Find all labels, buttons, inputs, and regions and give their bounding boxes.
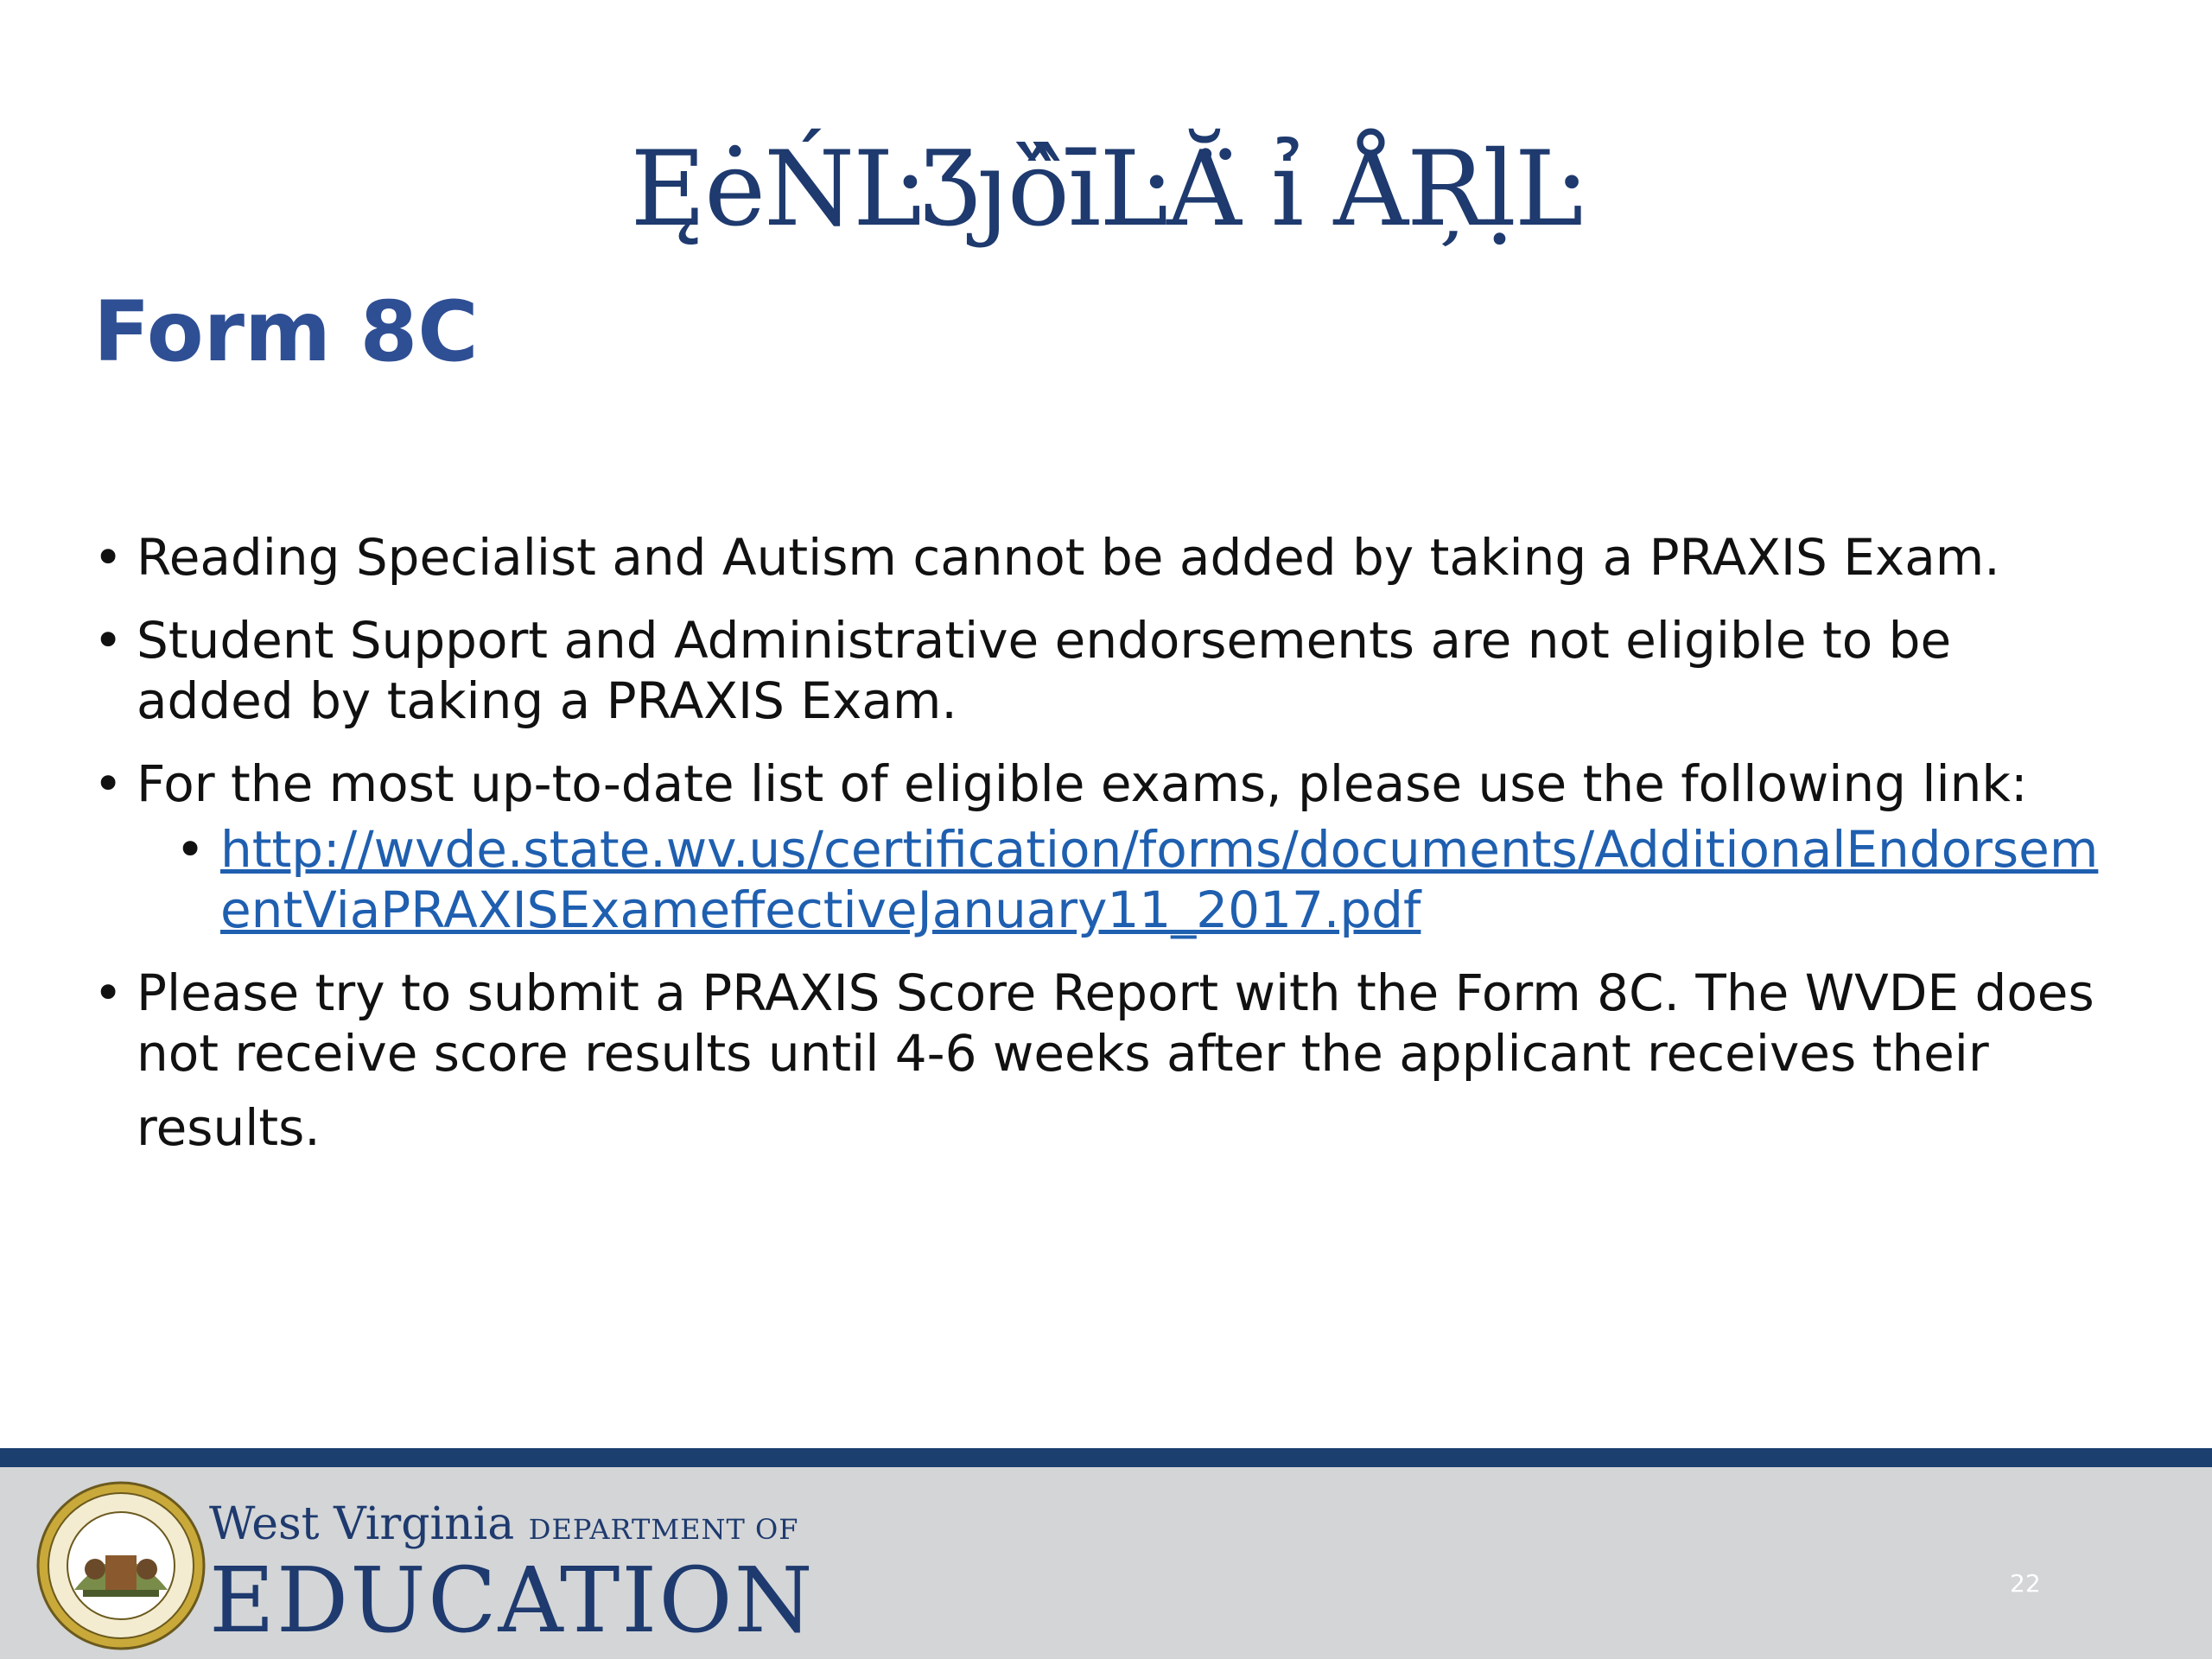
bullet-marker: • <box>93 754 124 813</box>
org-education: EDUCATION <box>209 1548 815 1653</box>
bullet-text: Please try to submit a PRAXIS Score Report with the Form 8C. The WVDE does not receive score results until 4-6 weeks after the applicant receives their <box>137 963 2094 1083</box>
bullet-marker: • <box>93 963 124 1022</box>
list-item <box>93 963 2115 1158</box>
footer-stripe <box>0 1448 2212 1467</box>
page-heading: Form 8C <box>93 283 479 380</box>
list-item <box>93 527 2115 588</box>
bullet-text: For the most up-to-date list of eligible exams, please use the following link: <box>137 754 2028 813</box>
list-item <box>93 753 2115 814</box>
bullet-text-end: results. <box>137 1098 321 1157</box>
bullet-list <box>93 527 2115 1180</box>
list-item <box>93 610 2115 731</box>
org-department: DEPARTMENT OF <box>528 1513 799 1546</box>
slide-title: ĘėŃĿƷȷȍ̂īĿĂ̈ ỉ ÅŖḷĿ <box>630 130 1582 250</box>
bullet-marker: • <box>175 820 206 879</box>
bullet-marker: • <box>93 528 124 587</box>
organization-name <box>209 1498 815 1653</box>
bullet-marker: • <box>93 611 124 670</box>
page-number: 22 <box>2010 1569 2041 1598</box>
eligible-exams-link[interactable]: http://wvde.state.wv.us/certification/forms/documents/AdditionalEndorsementViaPRAXISExameffectiveJanuary11_2017.pdf <box>220 820 2099 939</box>
bullet-text: Student Support and Administrative endorsements are not eligible to be added by taking a PRAXIS Exam. <box>137 611 1952 730</box>
wv-state-seal-icon <box>35 1479 207 1652</box>
list-subitem <box>93 819 2115 940</box>
bullet-text: Reading Specialist and Autism cannot be added by taking a PRAXIS Exam. <box>137 528 2000 587</box>
org-state: West Virginia <box>209 1498 515 1550</box>
